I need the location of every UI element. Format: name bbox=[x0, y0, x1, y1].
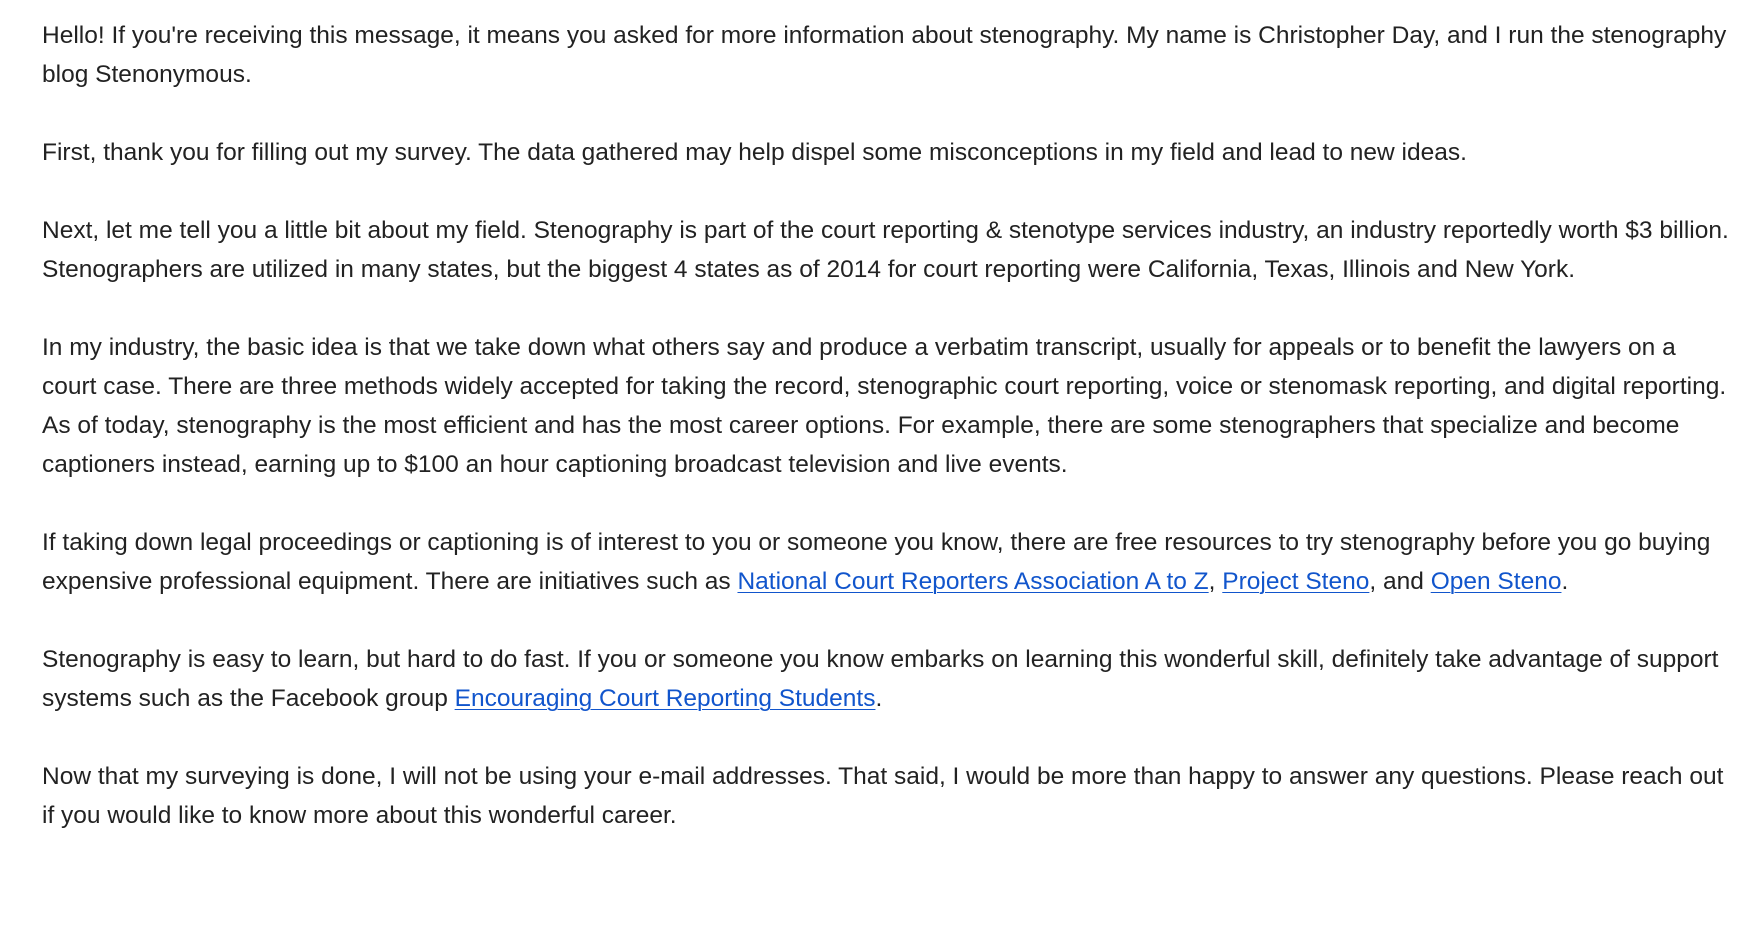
facebook-group-link[interactable]: Encouraging Court Reporting Students bbox=[454, 685, 876, 712]
open-steno-link[interactable]: Open Steno bbox=[1430, 568, 1562, 595]
period-text: . bbox=[1561, 568, 1569, 595]
paragraph-support bbox=[42, 640, 1732, 718]
paragraph-industry: Next, let me tell you a little bit about my field. Stenography is part of the court reporting & stenotype services industry, an industry reportedly worth $3 billion. Stenographers are utilized in many states, but the biggest 4 states as of 2014 for court reporting were California, Texas, Illinois and New York. bbox=[42, 217, 1729, 283]
resources-text: If taking down legal proceedings or captioning is of interest to you or someone you know, there are free resources to try stenography before you go buying expensive professional equipment. There are initiatives such as bbox=[42, 529, 1711, 595]
paragraph-closing: Now that my surveying is done, I will not be using your e-mail addresses. That said, I would be more than happy to answer any questions. Please reach out if you would like to know more about this wonderful career. bbox=[42, 763, 1724, 829]
paragraph-thanks: First, thank you for filling out my survey. The data gathered may help dispel some misconceptions in my field and lead to new ideas. bbox=[42, 139, 1467, 166]
paragraph-greeting: Hello! If you're receiving this message, it means you asked for more information about stenography. My name is Christopher Day, and I run the stenography blog Stenonymous. bbox=[42, 22, 1727, 88]
project-steno-link[interactable]: Project Steno bbox=[1222, 568, 1370, 595]
support-text: Stenography is easy to learn, but hard to do fast. If you or someone you know embarks on learning this wonderful skill, definitely take advantage of support systems such as the Facebook group bbox=[42, 646, 1719, 712]
ncra-a-to-z-link[interactable]: National Court Reporters Association A to Z bbox=[737, 568, 1209, 595]
separator-text: , bbox=[1208, 568, 1223, 595]
paragraph-methods: In my industry, the basic idea is that we take down what others say and produce a verbatim transcript, usually for appeals or to benefit the lawyers on a court case. There are three methods widely accepted for taking the record, stenographic court reporting, voice or stenomask reporting, and digital reporting. As of today, stenography is the most efficient and has the most career options. For example, there are some stenographers that specialize and become captioners instead, earning up to $100 an hour captioning broadcast television and live events. bbox=[42, 334, 1727, 478]
separator-text: , and bbox=[1369, 568, 1431, 595]
period-text: . bbox=[875, 685, 883, 712]
paragraph-resources bbox=[42, 523, 1732, 601]
